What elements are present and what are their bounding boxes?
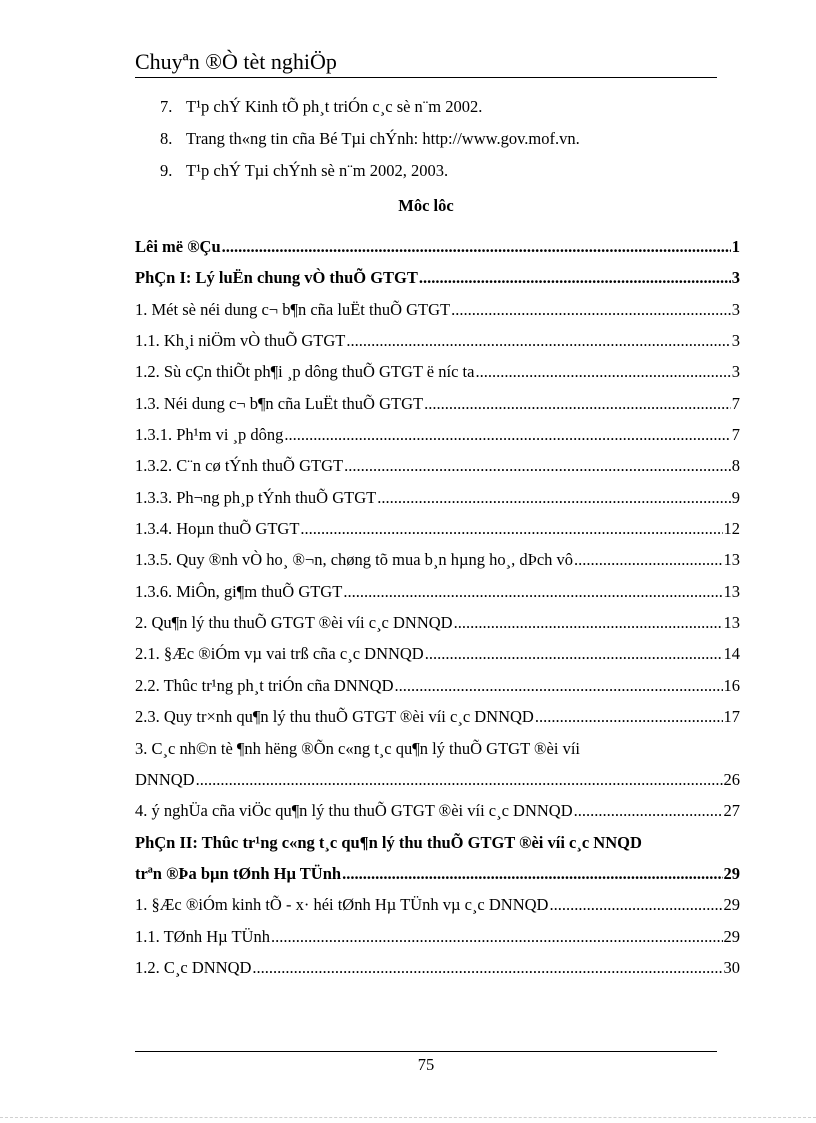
toc-page-number: 7	[731, 393, 740, 413]
toc-leader-dots	[574, 550, 722, 570]
toc-page-number: 26	[723, 769, 740, 789]
header-divider	[135, 77, 717, 78]
toc-entry	[135, 268, 740, 299]
toc-entry-title: 2. Qu¶n lý thu thuÕ GTGT ®èi víi c¸c DNNQD	[135, 613, 453, 633]
page-number: 75	[417, 1055, 435, 1074]
toc-page-number: 17	[723, 707, 740, 727]
toc-leader-dots	[300, 519, 722, 539]
toc-leader-dots	[454, 613, 723, 633]
toc-entry-title: PhÇn I: Lý luËn chung vÒ thuÕ GTGT	[135, 268, 418, 288]
toc-entry-title: 1.3.5. Quy ®nh vÒ ho¸ ®¬n, chøng tõ mua b¸n hµng ho¸, dÞch vô	[135, 550, 574, 570]
toc-page-number: 13	[723, 550, 740, 570]
toc-entry	[135, 300, 740, 331]
toc-page-number: 29	[723, 863, 740, 883]
toc-leader-dots	[574, 801, 723, 821]
toc-entry-title: Lêi më ®Çu	[135, 237, 221, 256]
toc-leader-dots	[271, 927, 723, 947]
document-header-title: Chuyªn ®Ò tèt nghiÖp	[135, 49, 337, 74]
toc-entry-title: 1.1. TØnh Hµ TÜnh	[135, 926, 270, 946]
toc-page-number: 13	[723, 613, 740, 633]
toc-leader-dots	[475, 362, 730, 382]
toc-entry-title: 1.3.3. Ph¬ng ph¸p tÝnh thuÕ GTGT	[135, 487, 377, 507]
toc-page-number: 3	[731, 299, 740, 319]
reference-text: T¹p chÝ Kinh tÕ ph¸t triÓn c¸c sè n¨m 2002.	[186, 97, 483, 116]
toc-page-number: 1	[731, 237, 740, 256]
reference-item	[160, 129, 720, 161]
page-bottom-border	[0, 1117, 816, 1118]
toc-entry	[135, 394, 740, 425]
toc-leader-dots	[535, 707, 723, 727]
toc-entry	[135, 362, 740, 393]
toc-page-number: 29	[723, 926, 740, 946]
toc-entry	[135, 644, 740, 675]
toc-page-number: 16	[723, 675, 740, 695]
reference-number: 8.	[160, 129, 173, 148]
reference-item	[160, 97, 720, 129]
toc-entry-title: 1.3.6. MiÔn, gi¶m thuÕ GTGT	[135, 581, 343, 601]
toc-entry-title: 1.2. C¸c DNNQD	[135, 957, 252, 977]
toc-page-number: 3	[731, 331, 740, 351]
toc-leader-dots	[425, 644, 723, 664]
toc-entry	[135, 331, 740, 362]
reference-text: T¹p chÝ Tµi chÝnh sè n¨m 2002, 2003.	[186, 161, 449, 180]
toc-page-number: 3	[731, 362, 740, 382]
toc-entry	[135, 739, 740, 770]
toc-leader-dots	[377, 488, 731, 508]
toc-entry-title: 2.1. §Æc ®iÓm vµ vai trß cña c¸c DNNQD	[135, 644, 424, 664]
toc-entry	[135, 864, 740, 895]
toc-entry	[135, 613, 740, 644]
toc-entry	[135, 676, 740, 707]
toc-entry-title: 1.1. Kh¸i niÖm vÒ thuÕ GTGT	[135, 331, 346, 351]
toc-leader-dots	[549, 895, 722, 915]
toc-entry-title: trªn ®Þa bµn tØnh Hµ TÜnh	[135, 863, 342, 883]
toc-entry	[135, 833, 740, 864]
toc-page-number: 3	[731, 268, 740, 288]
toc-leader-dots	[196, 770, 723, 790]
toc-entry-title: 1.2. Sù cÇn thiÕt ph¶i ¸p dông thuÕ GTGT ë níc ta	[135, 362, 475, 382]
reference-item	[160, 161, 720, 193]
toc-entry-title: 1. §Æc ®iÓm kinh tÕ - x· héi tØnh Hµ TÜnh vµ c¸c DNNQD	[135, 895, 549, 915]
toc-entry-title: 2.2. Thûc tr¹ng ph¸t triÓn cña DNNQD	[135, 675, 394, 695]
toc-entry	[135, 927, 740, 958]
toc-entry-title: 1.3.2. C¨n cø tÝnh thuÕ GTGT	[135, 456, 344, 476]
toc-leader-dots	[222, 237, 731, 257]
toc-entry-title: 3. C¸c nh©n tè ¶nh hëng ®Õn c«ng t¸c qu¶n lý thuÕ GTGT ®èi víi	[135, 738, 580, 758]
toc-heading: Môc lôc	[398, 196, 454, 215]
toc-page-number: 13	[723, 581, 740, 601]
toc-entry	[135, 550, 740, 581]
toc-page-number: 7	[731, 425, 740, 445]
toc-entry	[135, 237, 740, 268]
footer-divider	[135, 1051, 717, 1052]
toc-entry	[135, 582, 740, 613]
toc-leader-dots	[344, 456, 731, 476]
toc-entry	[135, 895, 740, 926]
toc-page-number: 30	[723, 957, 740, 977]
toc-leader-dots	[451, 300, 731, 320]
toc-entry-title: PhÇn II: Thûc tr¹ng c«ng t¸c qu¶n lý thu thuÕ GTGT ®èi víi c¸c NNQD	[135, 832, 642, 852]
toc-entry	[135, 488, 740, 519]
toc-leader-dots	[342, 864, 722, 884]
toc-page-number: 9	[731, 487, 740, 507]
toc-leader-dots	[284, 425, 730, 445]
toc-page-number: 8	[731, 456, 740, 476]
toc-entry	[135, 770, 740, 801]
toc-leader-dots	[346, 331, 730, 351]
toc-entry	[135, 801, 740, 832]
toc-leader-dots	[252, 958, 722, 978]
table-of-contents	[135, 237, 740, 989]
toc-leader-dots	[419, 268, 731, 288]
toc-page-number: 12	[723, 519, 740, 539]
toc-entry	[135, 707, 740, 738]
toc-entry	[135, 425, 740, 456]
toc-page-number: 29	[723, 895, 740, 915]
toc-page-number: 14	[723, 644, 740, 664]
toc-leader-dots	[395, 676, 723, 696]
reference-list	[160, 97, 720, 193]
toc-page-number: 27	[723, 801, 740, 821]
toc-leader-dots	[424, 394, 731, 414]
toc-entry-title: 4. ý nghÜa cña viÖc qu¶n lý thu thuÕ GTGT ®èi víi c¸c DNNQD	[135, 801, 573, 821]
toc-entry-title: DNNQD	[135, 769, 195, 789]
reference-number: 7.	[160, 97, 173, 116]
toc-entry-title: 2.3. Quy tr×nh qu¶n lý thu thuÕ GTGT ®èi víi c¸c DNNQD	[135, 707, 534, 727]
toc-entry	[135, 456, 740, 487]
toc-entry-title: 1. Mét sè néi dung c¬ b¶n cña luËt thuÕ GTGT	[135, 299, 451, 319]
toc-entry	[135, 519, 740, 550]
toc-entry-title: 1.3.4. Hoµn thuÕ GTGT	[135, 519, 300, 539]
reference-text: Trang th«ng tin cña Bé Tµi chÝnh: http://www.gov.mof.vn.	[186, 129, 580, 148]
reference-number: 9.	[160, 161, 173, 180]
toc-entry-title: 1.3. Néi dung c¬ b¶n cña LuËt thuÕ GTGT	[135, 393, 424, 413]
toc-entry	[135, 958, 740, 989]
toc-entry-title: 1.3.1. Ph¹m vi ¸p dông	[135, 425, 284, 445]
toc-leader-dots	[343, 582, 722, 602]
